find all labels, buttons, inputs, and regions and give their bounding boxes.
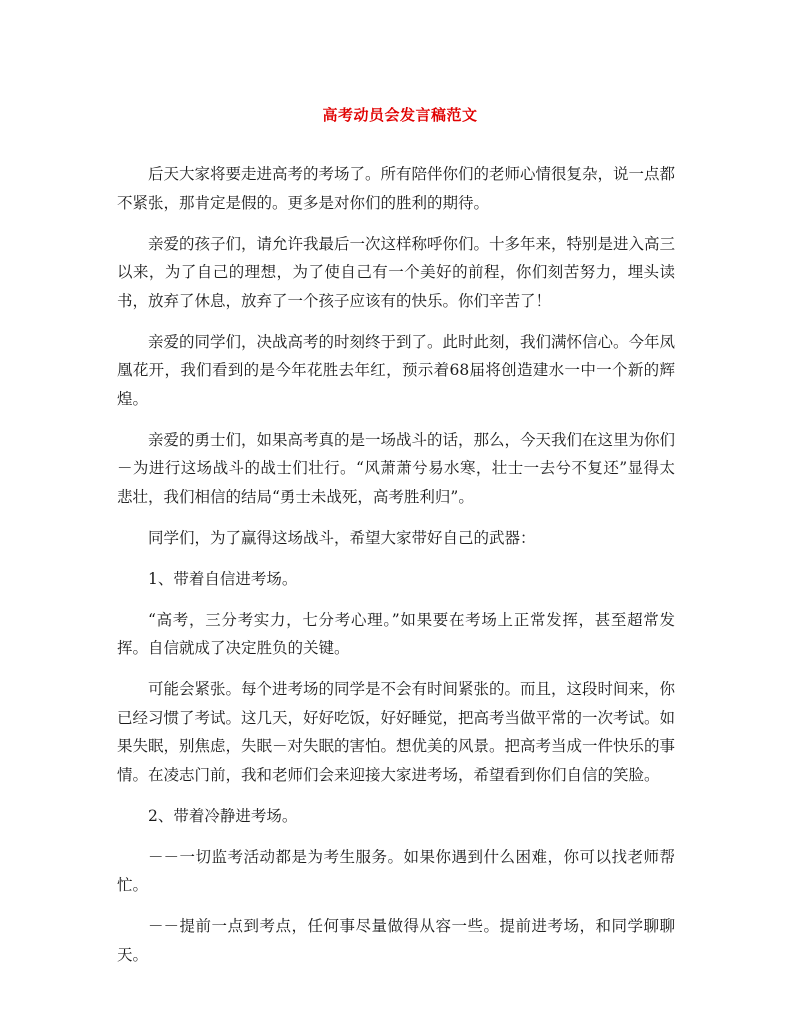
paragraph: 后天大家将要走进高考的考场了。所有陪伴你们的老师心情很复杂，说一点都不紧张，那肯定是假的。更多是对你们的胜利的期待。 [117, 165, 676, 212]
paragraph: 同学们，为了赢得这场战斗，希望大家带好自己的武器： [148, 528, 536, 547]
paragraph: “高考，三分考实力，七分考心理。”如果要在考场上正常发挥，甚至超常发挥。自信就成了决定胜负的关键。 [117, 610, 675, 657]
paragraph: 亲爱的同学们，决战高考的时刻终于到了。此时此刻，我们满怀信心。今年凤凰花开，我们看到的是今年花胜去年红，预示着68届将创造建水一中一个新的辉煌。 [117, 332, 676, 408]
paragraph: －－一切监考活动都是为考生服务。如果你遇到什么困难，你可以找老师帮忙。 [117, 847, 675, 894]
paragraph: 亲爱的勇士们，如果高考真的是一场战斗的话，那么，今天我们在这里为你们－为进行这场战斗的战士们壮行。“风萧萧兮易水寒，壮士一去兮不复还”显得太悲壮，我们相信的结局“勇士未战死，高考胜利归”。 [117, 430, 676, 506]
list-heading: 1、带着自信进考场。 [148, 569, 298, 588]
paragraph: 亲爱的孩子们，请允许我最后一次这样称呼你们。十多年来，特别是进入高三以来，为了自己的理想，为了使自己有一个美好的前程，你们刻苦努力，埋头读书，放弃了休息，放弃了一个孩子应该有的快乐。你们辛苦了！ [117, 234, 676, 310]
document-title: 高考动员会发言稿范文 [322, 106, 478, 124]
paragraph: －－提前一点到考点，任何事尽量做得从容一些。提前进考场，和同学聊聊天。 [117, 917, 675, 964]
list-heading: 2、带着冷静进考场。 [148, 806, 298, 825]
paragraph: 可能会紧张。每个进考场的同学是不会有时间紧张的。而且，这段时间来，你已经习惯了考试。这几天，好好吃饭，好好睡觉，把高考当做平常的一次考试。如果失眠，别焦虑，失眠－对失眠的害怕。想优美的风景。把高考当成一件快乐的事情。在凌志门前，我和老师们会来迎接大家进考场，希望看到你们自信的笑脸。 [117, 680, 676, 784]
document-body [117, 160, 675, 982]
